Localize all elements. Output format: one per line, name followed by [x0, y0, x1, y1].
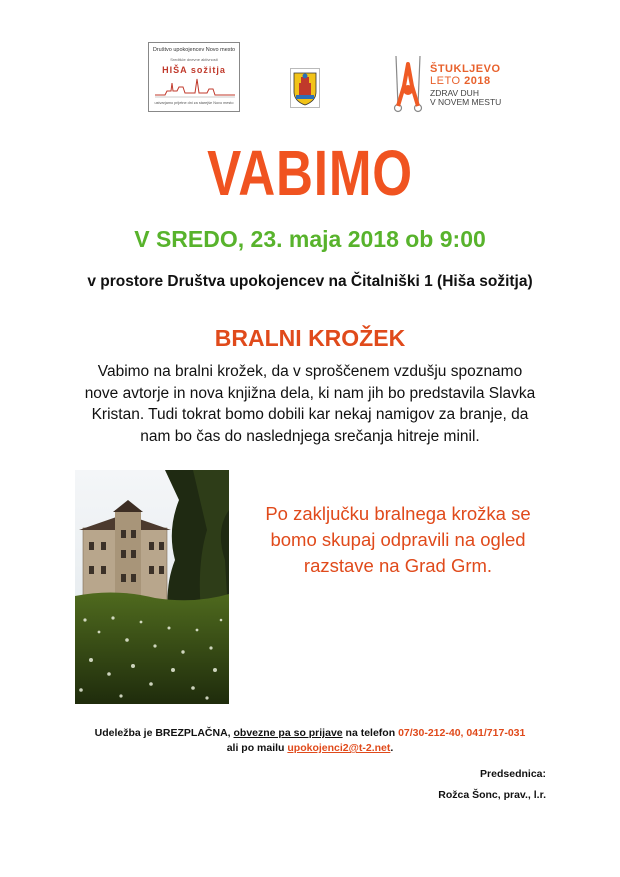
stukljevo-logo-text [430, 64, 501, 107]
intro-line: Kristan. Tudi tokrat bomo dobili kar nekaj namigov za branje, da [91, 406, 529, 423]
note-line: bomo skupaj odpravili na ogled [270, 529, 526, 550]
stukljevo-year: 2018 [464, 74, 491, 87]
stukljevo-line1: ŠTUKLJEVO [430, 63, 501, 75]
intro-line: nove avtorje in nova knjižna dela, ki nam jih bo predstavila Slavka [84, 384, 536, 402]
intro-line: Vabimo na bralni krožek, da v sproščenem vzdušju spoznamo [97, 363, 523, 380]
skyline-icon [155, 73, 235, 99]
castle-photo [75, 470, 229, 704]
event-date: V SREDO, 23. maja 2018 ob 9:00 [134, 226, 486, 252]
note-line: Po zaključku bralnega krožka se [265, 503, 531, 524]
logo-tagline: ustvarjamo prijetne dni za starejše Novo mesto [154, 101, 234, 105]
event-location: v prostore Društva upokojencev na Čitalniški 1 (Hiša sožitja) [87, 273, 533, 290]
intro-line: nam bo čas do naslednjega srečanja hitreje minil. [140, 427, 480, 445]
stukljevo-line4: V NOVEM MESTU [430, 97, 502, 108]
gymnast-rings-icon [390, 56, 426, 114]
logo-line1: Društvo upokojencev Novo mesto [152, 47, 236, 53]
registration-info [0, 727, 620, 739]
email-link[interactable]: upokojenci2@t-2.net [287, 742, 391, 754]
registration-required-text: obvezne pa so prijave [233, 727, 343, 739]
excursion-note [236, 501, 560, 579]
city-coat-of-arms-icon [290, 68, 320, 108]
section-title: BRALNI KROŽEK [214, 325, 406, 351]
phone-numbers: 07/30-212-40, 041/717-031 [398, 727, 526, 739]
stukljevo-line3: ZDRAV DUH [430, 88, 479, 99]
page-title: VABIMO [207, 137, 413, 209]
intro-paragraph [60, 361, 560, 447]
note-line: razstave na Grad Grm. [303, 555, 493, 576]
stukljevo-leto: LETO [430, 74, 461, 87]
email-info [0, 742, 620, 754]
dusnm-logo [148, 42, 240, 112]
logo-brand: HIŠA sožitja [162, 65, 226, 75]
phone-label: na telefon [345, 727, 396, 739]
stukljevo-line2 [430, 76, 501, 88]
free-entry-text: Udeležba je BREZPLAČNA, [94, 727, 231, 739]
signature-role: Predsednica: [480, 768, 546, 780]
email-period: . [390, 742, 394, 754]
email-label: ali po mailu [226, 742, 285, 754]
signature-name: Rožca Šonc, prav., l.r. [438, 789, 546, 801]
logo-line2: Središče dnevne aktivnosti [170, 57, 218, 62]
